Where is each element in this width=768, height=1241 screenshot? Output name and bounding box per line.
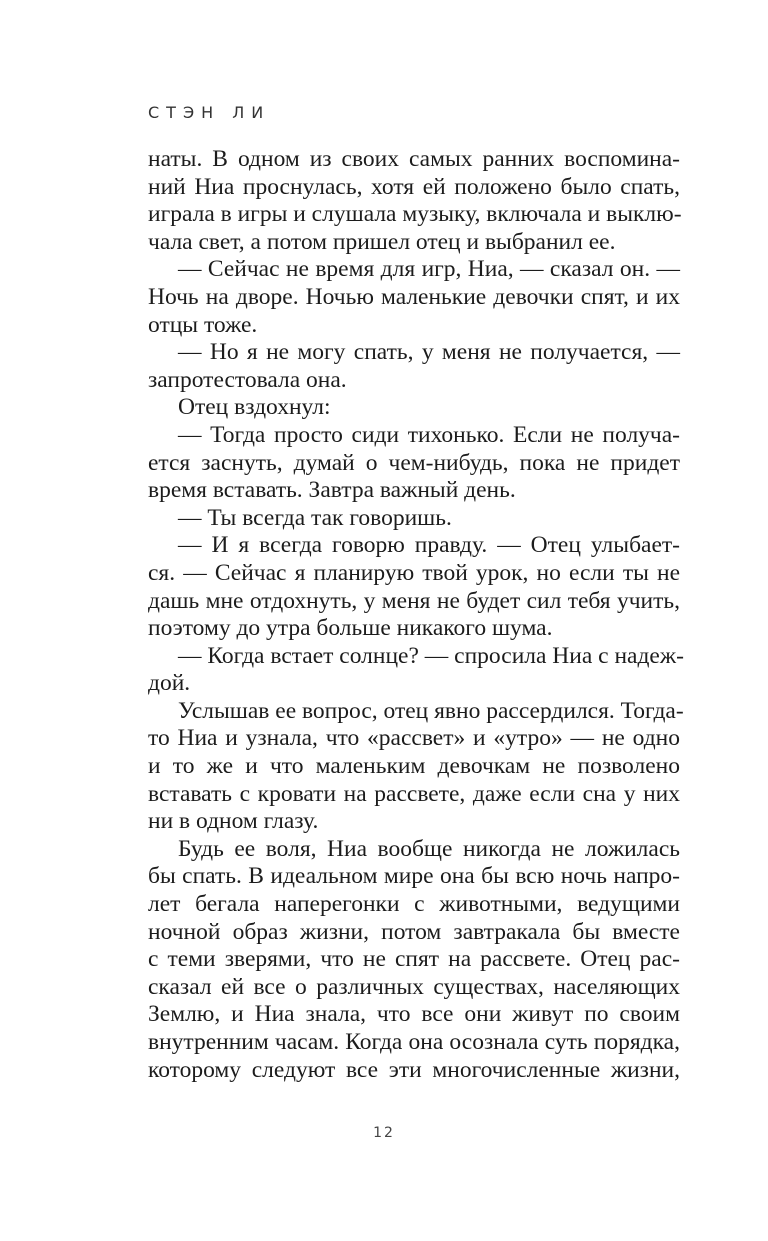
running-head: СТЭН ЛИ (148, 103, 271, 122)
text-line: с теми зверями, что не спят на рассвете. Отец рас- (148, 946, 680, 973)
text-line: Будь ее воля, Ниа вообще никогда не ложилась (178, 835, 680, 862)
text-line: запротестовала она. (148, 366, 347, 393)
text-line: и то же и что маленьким девочкам не позволено (148, 753, 680, 780)
text-line: ночной образ жизни, потом завтракала бы вместе (148, 918, 680, 945)
page-number: 12 (373, 1125, 395, 1141)
text-line: которому следуют все эти многочисленные жизни, (148, 1056, 680, 1083)
text-line: то Ниа и узнала, что «рассвет» и «утро» — не одно (148, 725, 680, 752)
text-line: бы спать. В идеальном мире она бы всю ночь напро- (148, 863, 680, 890)
text-line: сказал ей все о различных существах, населяющих (148, 973, 680, 1000)
text-line: — Сейчас не время для игр, Ниа, — сказал он. — (178, 256, 680, 283)
text-line: дашь мне отдохнуть, у меня не будет сил тебя учить, (148, 587, 680, 614)
text-line: Землю, и Ниа знала, что все они живут по своим (148, 1001, 680, 1028)
text-line: внутренним часам. Когда она осознала суть порядка, (148, 1029, 680, 1055)
text-line: отцы тоже. (148, 311, 258, 338)
text-line: время вставать. Завтра важный день. (148, 477, 516, 504)
text-line: — Тогда просто сиди тихонько. Если не получа- (178, 421, 680, 448)
text-line: Отец вздохнул: (178, 394, 331, 421)
text-line: — И я всегда говорю правду. — Отец улыбает- (178, 532, 680, 559)
text-line: ся. — Сейчас я планирую твой урок, но если ты не (148, 559, 680, 586)
text-line: наты. В одном из своих самых ранних воспомина- (148, 146, 680, 172)
text-line: — Но я не могу спать, у меня не получается, — (178, 339, 680, 366)
body-text (148, 146, 684, 1084)
text-line: ний Ниа проснулась, хотя ей положено было спать, (148, 173, 680, 200)
text-line: — Когда встает солнце? — спросила Ниа с надеж- (178, 642, 684, 669)
text-line: ется заснуть, думай о чем-нибудь, пока не придет (148, 449, 680, 476)
text-line: Услышав ее вопрос, отец явно рассердился. Тогда- (178, 697, 684, 724)
text-line: — Ты всегда так говоришь. (178, 504, 452, 531)
text-line: лет бегала наперегонки с животными, ведущими (148, 891, 680, 918)
text-line: Ночь на дворе. Ночью маленькие девочки спят, и их (148, 283, 680, 310)
text-line: дой. (148, 670, 191, 697)
text-line: вставать с кровати на рассвете, даже если сна у них (148, 780, 680, 807)
text-line: чала свет, а потом пришел отец и выбранил ее. (148, 228, 616, 255)
text-line: ни в одном глазу. (148, 808, 319, 835)
text-line: играла в игры и слушала музыку, включала и выклю- (148, 201, 682, 228)
text-line: поэтому до утра больше никакого шума. (148, 615, 553, 642)
